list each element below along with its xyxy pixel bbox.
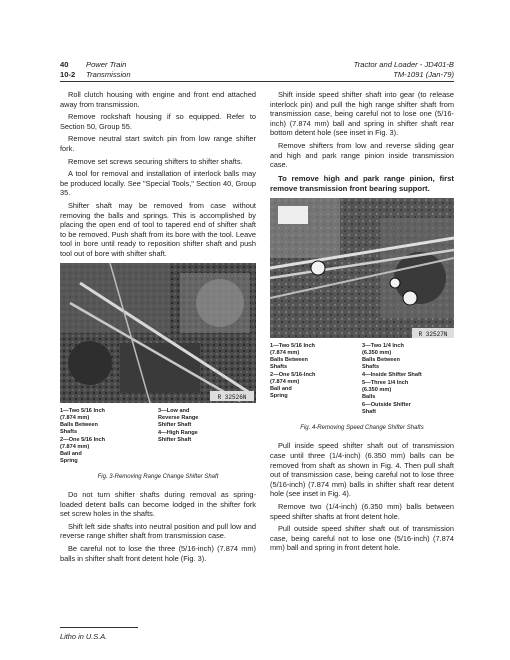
header-rule [60,81,454,82]
page-header-left [60,60,131,80]
paragraph: Remove two (1/4-inch) (6.350 mm) balls between speed shifter shafts at front detent hole. [270,501,454,521]
legend-item: 4—High Range Shifter Shaft [158,429,198,443]
paragraph: Remove rockshaft housing if so equipped. Refer to Section 50, Group 55. [60,112,256,131]
manual-title: Tractor and Loader - JD401-B [353,60,454,69]
legend-item: 1—Two 5/16 Inch (7.874 mm) Balls Between Shafts [270,342,315,370]
figure-3-caption: Fig. 3-Removing Range Change Shifter Shaft [97,473,219,480]
right-column [270,90,454,556]
figure-3-photo [60,263,256,403]
legend-item: 2—One 5/16-Inch (7.874 mm) Ball and Spring [270,371,316,399]
figure-3-image [60,263,256,403]
figure-3-code: R 32526N [217,393,247,401]
figure-4-code: R 32527N [418,330,448,338]
manual-code: TM-1091 (Jan-79) [393,70,454,79]
paragraph: Shift inside speed shifter shaft into gear (to release interlock pin) and pull the high range shifter shaft from transmission case, being careful not to lose one (5/16-inch) (7.874 mm) ball and spring in shifter shaft rear bottom detent hole (see inset in Fig. 3). [270,90,454,138]
paragraph: Pull inside speed shifter shaft out of transmission case until three (1/4-inch) (6.350 mm) balls can be removed from shaft as shown in Fig. 4. Then pull shaft out of transmission case, being careful not to lose three (5/16-inch) (7.874 mm) balls in shifter shaft rear detent hole (see inset in Fig. 4). [270,441,454,499]
paragraph: Remove neutral start switch pin from low range shifter fork. [60,134,256,153]
paragraph: A tool for removal and installation of interlock balls may be produced locally. See "Special Tools," Section 40, Group 35. [60,169,256,198]
paragraph: Shifter shaft may be removed from case without removing the balls and springs. This is accomplished by placing the open end of tool to tapered end of shifter shaft to be removed. Push shaft from its bore with the tool. Leave tool in bore until ready to reposition shifter shaft and push tool out of bore with shifter shaft. [60,200,256,258]
figure-4-legend [270,343,454,417]
page-footer: Litho in U.S.A. [60,632,108,641]
legend-item: 3—Low and Reverse Range Shifter Shaft [158,407,199,428]
legend-item: 2—One 5/16 Inch (7.874 mm) Ball and Spring [60,436,106,464]
paragraph: Do not turn shifter shafts during removal as spring-loaded detent balls can become lodged in the shifter fork set screw holes in the shafts. [60,490,256,519]
group-number: 10-2 [60,70,76,79]
legend-item: 3—Two 1/4 Inch (6.350 mm) Balls Between Shafts [362,342,404,370]
group-title: Transmission [86,70,131,79]
paragraph: Be careful not to lose the three (5/16-inch) (7.874 mm) balls in shifter shaft front detent hole (Fig. 3). [60,544,256,563]
paragraph: Remove shifters from low and reverse sliding gear and high and park range pinion inside transmission case. [270,140,454,170]
figure-4-photo [270,198,454,338]
footer-rule [60,627,138,628]
figure-4-caption: Fig. 4-Removing Speed Change Shifter Shafts [300,424,424,431]
left-column [60,90,256,566]
legend-item: 5—Three 1/4 Inch (6.350 mm) Balls [362,379,409,400]
section-number: 40 [60,60,69,69]
legend-item: 6—Outside Shifter Shaft [362,401,411,415]
paragraph: Shift left side shafts into neutral position and pull low and reverse range shifter shaft from transmission case. [60,521,256,541]
page-header-right [354,60,454,80]
paragraph: Pull outside speed shifter shaft out of transmission case, being careful not to lose one (5/16-inch) (7.874 mm) ball and spring in front detent hole. [270,524,454,553]
figure-3-legend [60,408,256,466]
paragraph: Remove set screws securing shifters to shifter shafts. [68,156,243,166]
section-heading: To remove high and park range pinion, first remove transmission front bearing support. [270,173,454,193]
section-title: Power Train [86,60,127,69]
legend-item: 1—Two 5/16 Inch (7.874 mm) Balls Between Shafts [60,407,105,435]
figure-4-image [270,198,454,338]
legend-item: 4—Inside Shifter Shaft [362,371,422,378]
paragraph: Roll clutch housing with engine and front end attached away from transmission. [60,90,256,109]
